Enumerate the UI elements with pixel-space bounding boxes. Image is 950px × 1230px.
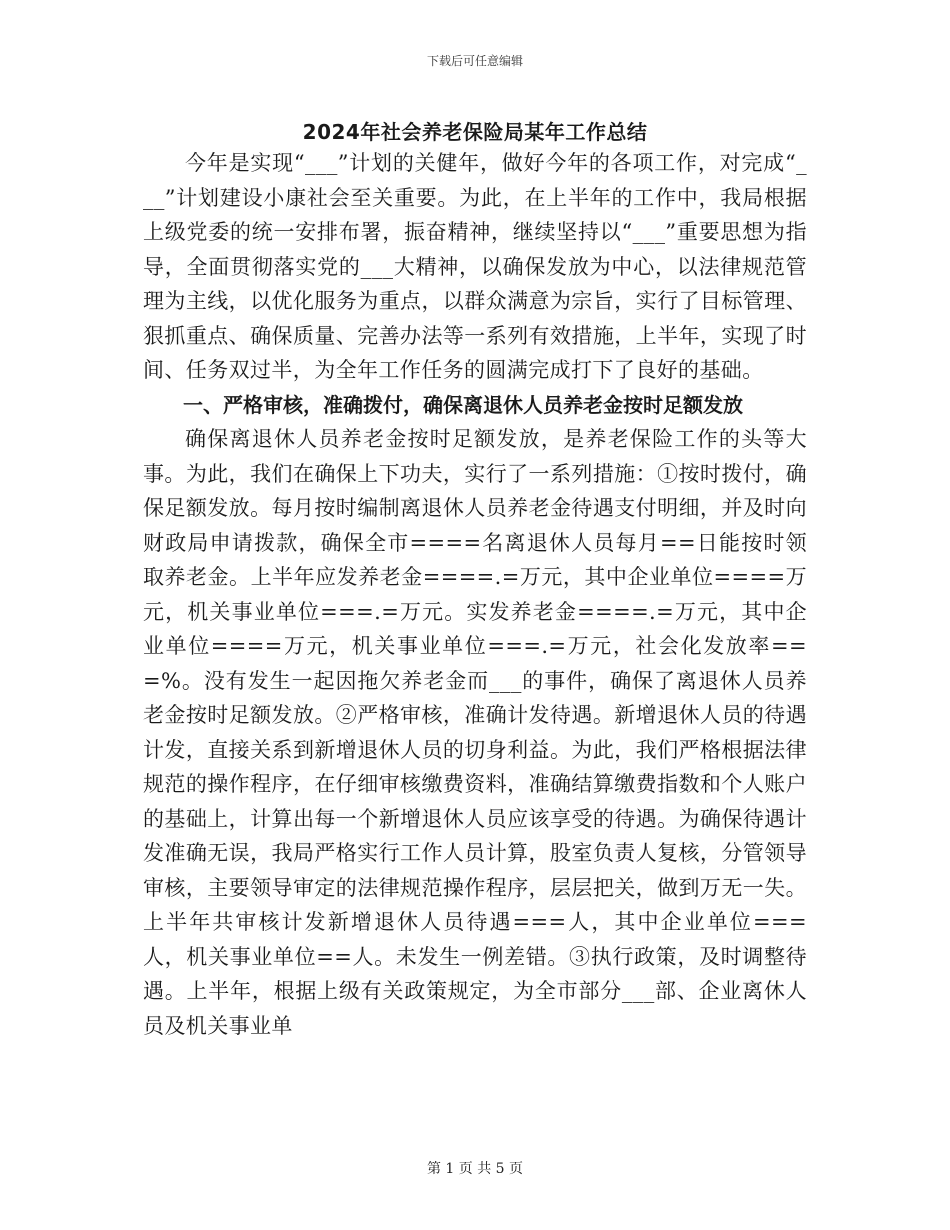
section-paragraph: 确保离退休人员养老金按时足额发放，是养老保险工作的头等大事。为此，我们在确保上下功夫，实行了一系列措施：①按时拨付，确保足额发放。每月按时编制离退休人员养老金待遇支付明细，并及时向财政局申请拨款，确保全市====名离退休人员每月==日能按时领取养老金。上半年应发养老金====.=万元，其中企业单位====万元，机关事业单位===.=万元。实发养老金====.=万元，其中企业单位====万元，机关事业单位===.=万元，社会化发放率===%。没有发生一起因拖欠养老金而___的事件，确保了离退休人员养老金按时足额发放。②严格审核，准确计发待遇。新增退休人员的待遇计发，直接关系到新增退休人员的切身利益。为此，我们严格根据法律规范的操作程序，在仔细审核缴费资料，准确结算缴费指数和个人账户的基础上，计算出每一个新增退休人员应该享受的待遇。为确保待遇计发准确无误，我局严格实行工作人员计算，股室负责人复核，分管领导审核，主要领导审定的法律规范操作程序，层层把关，做到万无一失。上半年共审核计发新增退休人员待遇===人，其中企业单位===人，机关事业单位==人。未发生一例差错。③执行政策，及时调整待遇。上半年，根据上级有关政策规定，为全市部分___部、企业离休人员及机关事业单	[143, 427, 807, 1038]
header-note: 下载后可任意编辑	[426, 54, 523, 68]
intro-paragraph: 今年是实现“___”计划的关健年，做好今年的各项工作，对完成“___”计划建设小康社会至关重要。为此，在上半年的工作中，我局根据上级党委的统一安排布署，振奋精神，继续坚持以“___”重要思想为指导，全面贯彻落实党的___大精神，以确保发放为中心，以法律规范管理为主线，以优化服务为重点，以群众满意为宗旨，实行了目标管理、狠抓重点、确保质量、完善办法等一系列有效措施，上半年，实现了时间、任务双过半，为全年工作任务的圆满完成打下了良好的基础。	[143, 151, 807, 382]
page-number: 第 1 页 共 5 页	[426, 1161, 524, 1177]
document-body	[143, 146, 807, 1043]
document-title: 2024年社会养老保险局某年工作总结	[302, 120, 648, 144]
section-heading: 一、严格审核，准确拨付，确保离退休人员养老金按时足额发放	[183, 392, 743, 417]
